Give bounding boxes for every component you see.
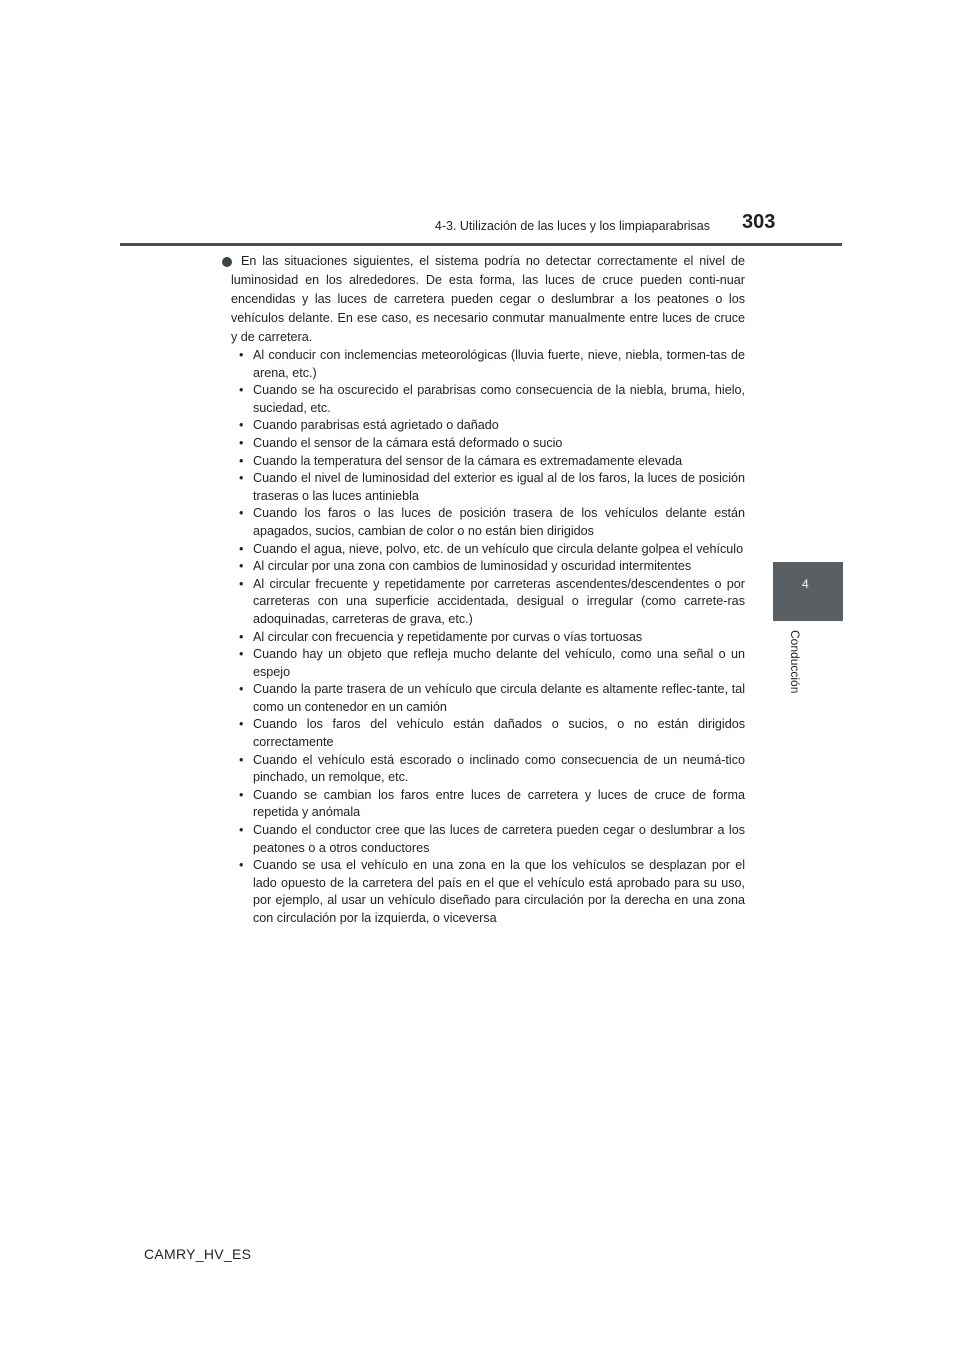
list-item-text: Cuando se usa el vehículo en una zona en la que los vehículos se desplazan por el lado opuesto de la carretera del país en el que el vehículo está aprobado para su uso, por ejemplo, al usar un vehículo diseñado para circulación por la derecha en una zona con circulación por la izquierda, o viceversa	[253, 858, 745, 925]
bullet-dot-icon	[222, 257, 232, 267]
list-item-text: Cuando el agua, nieve, polvo, etc. de un vehículo que circula delante golpea el vehículo	[253, 541, 744, 556]
list-item	[238, 646, 745, 681]
list-item	[238, 787, 745, 822]
chapter-tab[interactable]	[773, 562, 843, 621]
bullet-symbol: •	[239, 348, 244, 362]
list-item-text: Cuando los faros o las luces de posición trasera de los vehículos delante están apagados, sucios, cambian de color o no están bien dirigidos	[253, 506, 745, 538]
bullet-symbol: •	[239, 383, 244, 398]
bullet-symbol: •	[239, 559, 244, 574]
list-item-text: Al circular con frecuencia y repetidamente por curvas o vías tortuosas	[253, 629, 643, 644]
list-item	[238, 857, 745, 927]
list-item-text: Cuando hay un objeto que refleja mucho delante del vehículo, como una señal o un espejo	[253, 647, 745, 679]
list-item-text: Al conducir con inclemencias meteorológicas (lluvia fuerte, nieve, niebla, tormen-tas de arena, etc.)	[253, 348, 745, 380]
bullet-symbol: •	[239, 629, 244, 644]
bullet-symbol: •	[239, 435, 244, 450]
conditions-list	[238, 347, 745, 928]
list-item-text: Cuando el conductor cree que las luces de carretera pueden cegar o deslumbrar a los peatones o a otros conductores	[253, 823, 745, 855]
list-item	[238, 382, 745, 417]
list-item	[238, 558, 745, 576]
list-item	[238, 470, 745, 505]
bullet-symbol: •	[239, 858, 244, 873]
page-number: 303	[742, 211, 776, 233]
header-divider	[120, 243, 842, 246]
bullet-symbol: •	[239, 541, 244, 556]
list-item-text: Al circular frecuente y repetidamente por carreteras ascendentes/descendentes o por carreteras con una superficie accidentada, desigual o irregular (como carrete-ras adoquinadas, carreteras de grava, etc.)	[253, 576, 745, 626]
bullet-symbol: •	[239, 453, 244, 468]
list-item	[238, 453, 745, 471]
list-item	[238, 716, 745, 751]
list-item-text: Cuando se ha oscurecido el parabrisas como consecuencia de la niebla, bruma, hielo, suciedad, etc.	[253, 383, 745, 415]
list-item	[238, 822, 745, 857]
section-title: 4-3. Utilización de las luces y los limpiaparabrisas	[434, 219, 710, 233]
bullet-symbol: •	[239, 823, 244, 838]
list-item-text: Cuando el sensor de la cámara está deformado o sucio	[253, 435, 563, 450]
intro-paragraph	[231, 252, 745, 347]
bullet-symbol: •	[239, 506, 244, 521]
chapter-title: Conducción	[788, 630, 802, 694]
list-item-text: Al circular por una zona con cambios de luminosidad y oscuridad intermitentes	[253, 559, 692, 574]
list-item-text: Cuando la parte trasera de un vehículo que circula delante es altamente reflec-tante, tal como un contenedor en un camión	[253, 682, 745, 714]
list-item	[238, 435, 745, 453]
list-item	[238, 505, 745, 540]
list-item	[238, 681, 745, 716]
list-item	[238, 752, 745, 787]
chapter-number: 4	[802, 577, 809, 591]
bullet-symbol: •	[239, 418, 244, 433]
list-item-text: Cuando el vehículo está escorado o inclinado como consecuencia de un neumá-tico pinchado, un remolque, etc.	[253, 752, 745, 785]
bullet-symbol: •	[239, 787, 244, 802]
document-code: CAMRY_HV_ES	[144, 1246, 252, 1262]
bullet-symbol: •	[239, 471, 244, 486]
bullet-symbol: •	[239, 576, 244, 591]
list-item	[238, 576, 745, 629]
list-item-text: Cuando parabrisas está agrietado o dañado	[253, 418, 499, 433]
list-item	[238, 629, 745, 647]
bullet-symbol: •	[239, 717, 244, 732]
list-item	[238, 347, 745, 382]
bullet-symbol: •	[239, 682, 244, 697]
list-item-text: Cuando se cambian los faros entre luces de carretera y luces de cruce de forma repetida y anómala	[253, 787, 745, 820]
list-item	[238, 541, 745, 559]
intro-text: En las situaciones siguientes, el sistema podría no detectar correctamente el nivel de luminosidad en los alrededores. De esta forma, las luces de cruce pueden conti-nuar encendidas y las luces de carretera pueden cegar o deslumbrar a los peatones o los vehículos delante. En ese caso, es necesario conmutar manualmente entre luces de cruce y de carretera.	[231, 254, 745, 344]
list-item-text: Cuando el nivel de luminosidad del exterior es igual al de los faros, la luces de posición traseras o las luces antiniebla	[253, 471, 745, 503]
bullet-symbol: •	[239, 752, 244, 767]
bullet-symbol: •	[239, 647, 244, 662]
list-item-text: Cuando la temperatura del sensor de la cámara es extremadamente elevada	[253, 453, 683, 468]
list-item-text: Cuando los faros del vehículo están dañados o sucios, o no están dirigidos correctamente	[253, 717, 745, 750]
list-item	[238, 417, 745, 435]
